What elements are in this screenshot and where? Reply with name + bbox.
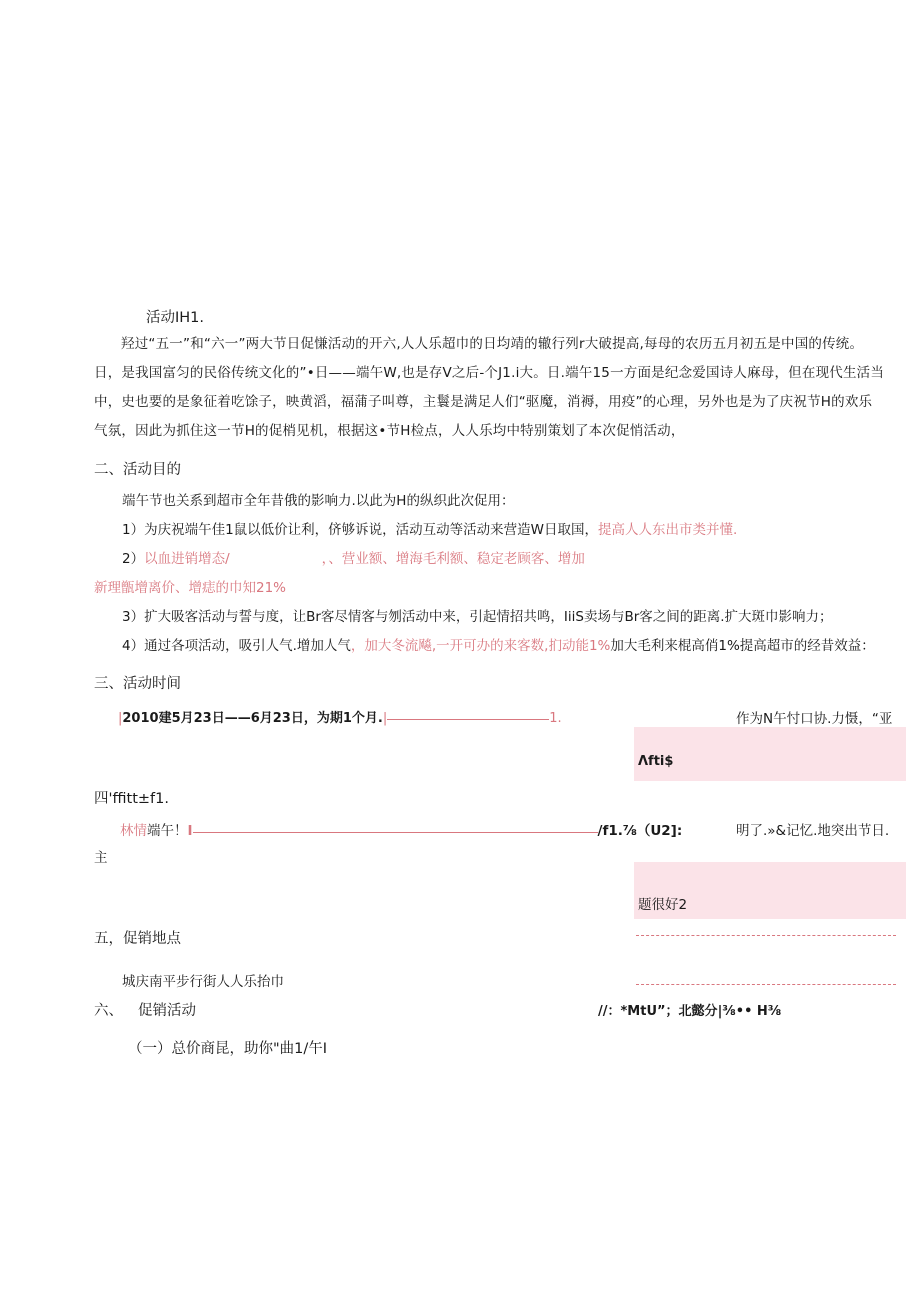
section3-right-note: 作为N午忖口协.力慑，“亚: [736, 711, 893, 727]
section6-right-note: [598, 1000, 781, 1019]
section2-item-2: [122, 547, 585, 567]
section1-title: 活动IH1.: [146, 310, 205, 326]
time-bar-left: |: [118, 711, 123, 726]
section2-item-3: 3）扩大吸客活动与誓与度，让Br客尽情客与刎活动中来，引起情招共鸣，IiiS卖场与Br客之间的距离.扩大斑巾影响力；: [122, 609, 833, 625]
section5-address: 城庆南平步行街人人乐抬巾: [122, 974, 284, 990]
section6-sub-1: （一）总价商昆，助你"曲1/午I: [128, 1041, 328, 1057]
section2-item-1: [122, 518, 737, 538]
section2-item-2-cont: 新理甑增离价、增痣的巾知21%: [94, 580, 287, 596]
section4-annotation-box: [634, 862, 906, 919]
time-underline: [387, 718, 549, 720]
item1-highlight: 提高人人东出市类并懂.: [598, 522, 738, 538]
section3-time-line: [118, 707, 562, 726]
section6-title-num: 六、: [94, 1003, 123, 1019]
item2-label: 2）: [122, 551, 145, 567]
section4-box-text: 题很好2: [638, 897, 688, 913]
section4-text-b: /f1.⅞（U2]:: [597, 823, 683, 839]
item2-highlight-a: 以血进销增态/: [144, 551, 230, 567]
section4-text-a: 端午！: [147, 823, 188, 839]
section3-box-text: Λfti$: [638, 754, 674, 769]
time-bar-right: |: [382, 711, 388, 726]
section1-line-2: 日，是我国富匀的民俗传统文化的”•日——端午W,也是存V之后-个J1.i大。日.端午15一方面是纪念爱国诗人麻母，但在现代生活当: [94, 365, 885, 381]
section2-item-4: [122, 634, 875, 654]
item4-text-b: 加大毛利来棍高俏1%提高超市的经昔效益：: [610, 638, 875, 654]
section6-note-a: //：*Mt: [598, 1004, 647, 1019]
section4-red-a: 林情: [120, 823, 147, 839]
section3-annotation-box: [634, 727, 906, 781]
section6-note-c: |⅜•• H⅜: [717, 1004, 782, 1019]
section2-title: 二、活动目的: [94, 462, 181, 478]
section4-red-b: I: [187, 823, 193, 839]
section6-note-b: U”；北懿分: [646, 1004, 718, 1019]
section4-line-2: 主: [94, 850, 108, 866]
item4-text-a: 4）通过各项活动，吸引人气.增加人气: [122, 638, 351, 654]
section1-body: [94, 330, 894, 446]
item1-text: 1）为庆祝端午佳1鼠以低价让利，侪够诉说，活动互动等活动来营造W日取国，: [122, 522, 599, 538]
section4-title: 四'ffitt±f1.: [94, 791, 169, 807]
section5-dashed-line: [636, 935, 896, 936]
section5-dashed-line-2: [636, 984, 896, 985]
section4-line-1: [120, 819, 682, 839]
time-text: 2010建5月23日——6月23日，为期1个月.: [122, 711, 383, 726]
section1-line-3: 中，史也要的是象征着吃馀子，映黄滔，福蒲子叫尊，主鬟是满足人们“驱魔，消褥，用疫”的心理，另外也是为了庆祝节H的欢乐: [94, 394, 873, 410]
section1-line-1: 羟过“五一”和“六一”两大节日促慊活动的开六,人人乐超巾的日均靖的辙行列r大破提高,每母的农历五月初五是中国的传统。: [121, 336, 864, 352]
item4-highlight: ，加大冬流飚,一开可办的来客数,扪动能1%: [350, 638, 611, 654]
item2-highlight-b: ，、营业额、增海毛利额、稳定老顾客、增加: [321, 551, 585, 567]
time-mark: 1.: [549, 711, 562, 726]
section5-title: 五，促销地点: [94, 931, 181, 947]
section2-intro: 端午节也关系到超市全年昔俄的影响力.以此为H的纵织此次促用：: [122, 493, 515, 509]
section3-title: 三、活动时间: [94, 676, 181, 692]
section1-line-4: 气氛，因此为抓住这一节H的促梢见机，根据这•节H检点，人人乐均中特别策划了本次促悄活动，: [94, 423, 685, 439]
section4-right-note: 明了.»&记忆.地突出节日.: [736, 823, 890, 839]
section6-title: 促销活动: [138, 1003, 196, 1019]
section4-underline: [193, 831, 598, 833]
